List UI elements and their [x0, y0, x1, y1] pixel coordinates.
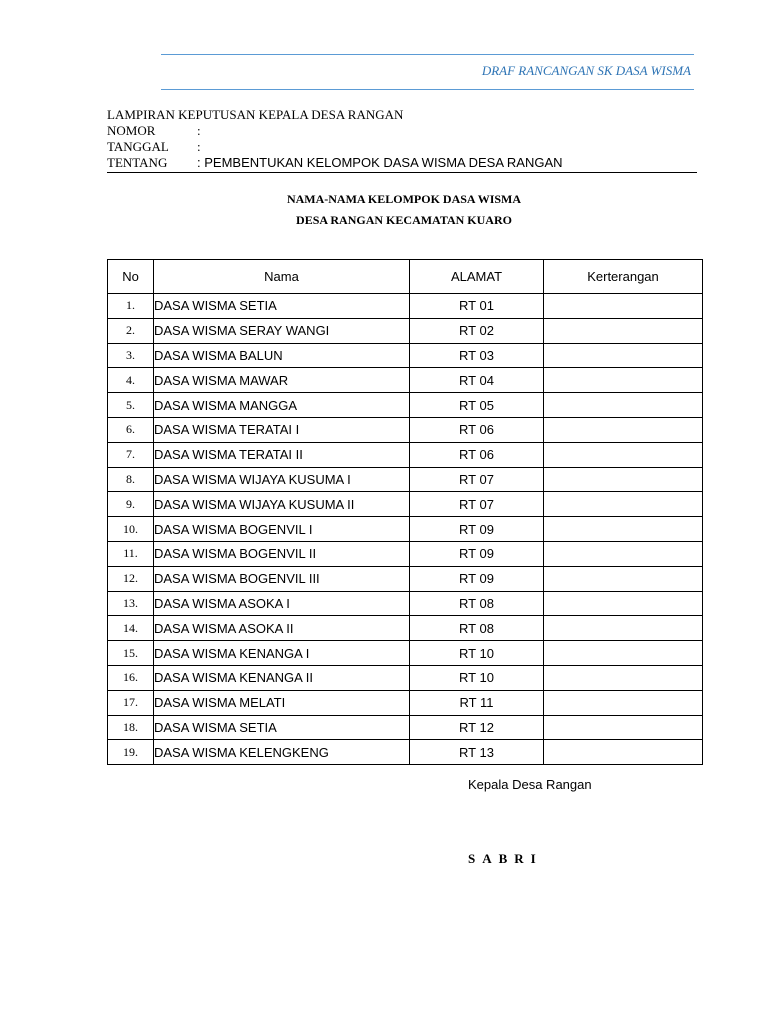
row-alamat: RT 07	[410, 492, 544, 517]
row-nama: DASA WISMA MELATI	[154, 690, 410, 715]
row-keterangan	[544, 442, 703, 467]
row-alamat: RT 05	[410, 393, 544, 418]
table-row	[108, 541, 703, 566]
row-number: 14.	[108, 616, 154, 641]
table-row	[108, 616, 703, 641]
row-alamat: RT 06	[410, 417, 544, 442]
nomor-label: NOMOR	[107, 123, 156, 138]
row-alamat: RT 10	[410, 641, 544, 666]
row-alamat: RT 12	[410, 715, 544, 740]
row-nama: DASA WISMA TERATAI II	[154, 442, 410, 467]
row-alamat: RT 06	[410, 442, 544, 467]
table-row	[108, 641, 703, 666]
row-nama: DASA WISMA MANGGA	[154, 393, 410, 418]
heading-line-2: DESA RANGAN KECAMATAN KUARO	[296, 213, 512, 227]
row-nama: DASA WISMA BALUN	[154, 343, 410, 368]
nomor-separator: :	[197, 123, 201, 138]
row-number: 2.	[108, 318, 154, 343]
row-number: 10.	[108, 517, 154, 542]
header-bottom-rule	[161, 89, 694, 90]
table-row	[108, 467, 703, 492]
table-row	[108, 715, 703, 740]
row-nama: DASA WISMA WIJAYA KUSUMA I	[154, 467, 410, 492]
header-alamat: ALAMAT	[410, 260, 544, 294]
signature-title: Kepala Desa Rangan	[468, 777, 592, 792]
row-number: 18.	[108, 715, 154, 740]
row-number: 16.	[108, 665, 154, 690]
header-keterangan: Kerterangan	[544, 260, 703, 294]
table-row	[108, 318, 703, 343]
header-no: No	[108, 260, 154, 294]
row-number: 13.	[108, 591, 154, 616]
row-nama: DASA WISMA SETIA	[154, 294, 410, 319]
row-nama: DASA WISMA SERAY WANGI	[154, 318, 410, 343]
row-alamat: RT 09	[410, 566, 544, 591]
row-number: 3.	[108, 343, 154, 368]
row-keterangan	[544, 417, 703, 442]
row-keterangan	[544, 343, 703, 368]
row-alamat: RT 01	[410, 294, 544, 319]
table-row	[108, 343, 703, 368]
table-header-row	[108, 260, 703, 294]
row-keterangan	[544, 665, 703, 690]
meta-tentang	[107, 155, 563, 171]
row-keterangan	[544, 690, 703, 715]
row-keterangan	[544, 393, 703, 418]
row-nama: DASA WISMA KELENGKENG	[154, 740, 410, 765]
table-body	[108, 294, 703, 765]
row-number: 4.	[108, 368, 154, 393]
draft-title: DRAF RANCANGAN SK DASA WISMA	[481, 63, 691, 78]
row-keterangan	[544, 467, 703, 492]
header-nama: Nama	[154, 260, 410, 294]
table-row	[108, 294, 703, 319]
table-row	[108, 740, 703, 765]
row-keterangan	[544, 616, 703, 641]
row-keterangan	[544, 566, 703, 591]
row-keterangan	[544, 715, 703, 740]
table-row	[108, 442, 703, 467]
row-keterangan	[544, 591, 703, 616]
row-nama: DASA WISMA ASOKA II	[154, 616, 410, 641]
row-number: 5.	[108, 393, 154, 418]
row-keterangan	[544, 492, 703, 517]
row-alamat: RT 13	[410, 740, 544, 765]
row-alamat: RT 02	[410, 318, 544, 343]
row-number: 19.	[108, 740, 154, 765]
tentang-value: : PEMBENTUKAN KELOMPOK DASA WISMA DESA RANGAN	[197, 155, 563, 170]
row-keterangan	[544, 294, 703, 319]
signature-name: SABRI	[468, 851, 543, 866]
row-nama: DASA WISMA KENANGA II	[154, 665, 410, 690]
table-row	[108, 492, 703, 517]
row-number: 12.	[108, 566, 154, 591]
row-number: 6.	[108, 417, 154, 442]
table-row	[108, 393, 703, 418]
tanggal-separator: :	[197, 139, 201, 154]
tanggal-label: TANGGAL	[107, 139, 169, 154]
meta-lampiran	[107, 107, 403, 123]
row-nama: DASA WISMA KENANGA I	[154, 641, 410, 666]
row-number: 1.	[108, 294, 154, 319]
row-alamat: RT 08	[410, 616, 544, 641]
tentang-label: TENTANG	[107, 155, 168, 170]
row-number: 7.	[108, 442, 154, 467]
table-row	[108, 591, 703, 616]
row-nama: DASA WISMA TERATAI I	[154, 417, 410, 442]
row-keterangan	[544, 541, 703, 566]
row-nama: DASA WISMA MAWAR	[154, 368, 410, 393]
row-number: 8.	[108, 467, 154, 492]
table-row	[108, 517, 703, 542]
row-number: 11.	[108, 541, 154, 566]
table-row	[108, 368, 703, 393]
meta-divider	[107, 172, 697, 173]
row-alamat: RT 11	[410, 690, 544, 715]
table-row	[108, 566, 703, 591]
row-nama: DASA WISMA WIJAYA KUSUMA II	[154, 492, 410, 517]
meta-nomor	[107, 123, 201, 139]
row-nama: DASA WISMA SETIA	[154, 715, 410, 740]
row-alamat: RT 04	[410, 368, 544, 393]
row-alamat: RT 07	[410, 467, 544, 492]
row-keterangan	[544, 641, 703, 666]
table-row	[108, 417, 703, 442]
heading-line-1: NAMA-NAMA KELOMPOK DASA WISMA	[286, 192, 522, 206]
row-keterangan	[544, 368, 703, 393]
table-row	[108, 690, 703, 715]
header-top-rule	[161, 54, 694, 55]
row-keterangan	[544, 740, 703, 765]
row-alamat: RT 08	[410, 591, 544, 616]
meta-tanggal	[107, 139, 201, 155]
row-nama: DASA WISMA BOGENVIL II	[154, 541, 410, 566]
row-nama: DASA WISMA BOGENVIL I	[154, 517, 410, 542]
row-alamat: RT 09	[410, 541, 544, 566]
row-number: 17.	[108, 690, 154, 715]
row-nama: DASA WISMA BOGENVIL III	[154, 566, 410, 591]
row-alamat: RT 03	[410, 343, 544, 368]
row-alamat: RT 09	[410, 517, 544, 542]
lampiran-text: LAMPIRAN KEPUTUSAN KEPALA DESA RANGAN	[107, 107, 404, 122]
dasa-wisma-table	[107, 259, 703, 765]
row-number: 9.	[108, 492, 154, 517]
row-keterangan	[544, 517, 703, 542]
row-alamat: RT 10	[410, 665, 544, 690]
row-keterangan	[544, 318, 703, 343]
row-nama: DASA WISMA ASOKA I	[154, 591, 410, 616]
table-row	[108, 665, 703, 690]
row-number: 15.	[108, 641, 154, 666]
